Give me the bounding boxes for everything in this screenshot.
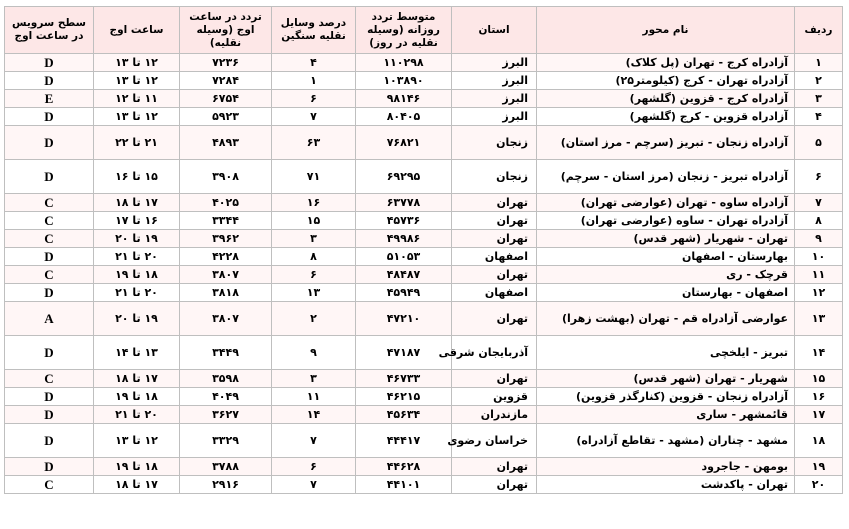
peak-hour-cell: ۱۲ تا ۱۳ bbox=[94, 72, 180, 90]
peak-hour-traffic-cell: ۷۲۳۶ bbox=[180, 54, 272, 72]
peak-hour-cell: ۱۷ تا ۱۸ bbox=[94, 370, 180, 388]
peak-hour-cell: ۲۰ تا ۲۱ bbox=[94, 284, 180, 302]
heavy-vehicle-percent-cell: ۶ bbox=[272, 90, 356, 108]
row-number-cell: ۲۰ bbox=[795, 476, 843, 494]
province-cell: اصفهان bbox=[452, 284, 537, 302]
average-daily-traffic-cell: ۴۷۲۱۰ bbox=[356, 302, 452, 336]
table-row bbox=[5, 108, 843, 126]
peak-hour-cell: ۱۲ تا ۱۳ bbox=[94, 54, 180, 72]
table-body bbox=[5, 54, 843, 494]
heavy-vehicle-percent-cell: ۳ bbox=[272, 230, 356, 248]
row-number-cell: ۱۰ bbox=[795, 248, 843, 266]
peak-hour-traffic-cell: ۲۹۱۶ bbox=[180, 476, 272, 494]
row-number-cell: ۱۹ bbox=[795, 458, 843, 476]
heavy-vehicle-percent-cell: ۱۶ bbox=[272, 194, 356, 212]
route-name-cell: تهران - شهریار (شهر قدس) bbox=[537, 230, 795, 248]
route-name-cell: تبریز - ایلخچی bbox=[537, 336, 795, 370]
peak-hour-traffic-cell: ۳۳۲۹ bbox=[180, 424, 272, 458]
heavy-vehicle-percent-cell: ۶۳ bbox=[272, 126, 356, 160]
heavy-vehicle-percent-cell: ۷ bbox=[272, 424, 356, 458]
province-cell: زنجان bbox=[452, 126, 537, 160]
row-number-cell: ۱۷ bbox=[795, 406, 843, 424]
peak-hour-cell: ۲۰ تا ۲۱ bbox=[94, 406, 180, 424]
row-number-cell: ۹ bbox=[795, 230, 843, 248]
table-row bbox=[5, 406, 843, 424]
peak-hour-traffic-cell: ۶۷۵۴ bbox=[180, 90, 272, 108]
heavy-vehicle-percent-cell: ۷۱ bbox=[272, 160, 356, 194]
peak-hour-traffic-cell: ۴۰۴۹ bbox=[180, 388, 272, 406]
route-name-cell: قرچک - ری bbox=[537, 266, 795, 284]
peak-hour-cell: ۱۲ تا ۱۳ bbox=[94, 424, 180, 458]
average-daily-traffic-cell: ۴۶۲۱۵ bbox=[356, 388, 452, 406]
route-name-cell: اصفهان - بهارستان bbox=[537, 284, 795, 302]
average-daily-traffic-cell: ۵۱۰۵۳ bbox=[356, 248, 452, 266]
average-daily-traffic-cell: ۴۵۹۴۹ bbox=[356, 284, 452, 302]
peak-hour-cell: ۱۷ تا ۱۸ bbox=[94, 194, 180, 212]
province-cell: آذربایجان شرقی bbox=[452, 336, 537, 370]
header-peak-hour: ساعت اوج bbox=[94, 7, 180, 54]
peak-hour-traffic-cell: ۵۹۲۳ bbox=[180, 108, 272, 126]
heavy-vehicle-percent-cell: ۳ bbox=[272, 370, 356, 388]
route-name-cell: آزادراه تهران - ساوه (عوارضی تهران) bbox=[537, 212, 795, 230]
level-of-service-cell: C bbox=[5, 370, 94, 388]
average-daily-traffic-cell: ۹۸۱۴۶ bbox=[356, 90, 452, 108]
table-row bbox=[5, 302, 843, 336]
average-daily-traffic-cell: ۶۳۷۷۸ bbox=[356, 194, 452, 212]
province-cell: تهران bbox=[452, 194, 537, 212]
peak-hour-cell: ۱۳ تا ۱۴ bbox=[94, 336, 180, 370]
header-row-number: ردیف bbox=[795, 7, 843, 54]
level-of-service-cell: C bbox=[5, 230, 94, 248]
average-daily-traffic-cell: ۱۰۳۸۹۰ bbox=[356, 72, 452, 90]
average-daily-traffic-cell: ۴۵۶۳۴ bbox=[356, 406, 452, 424]
peak-hour-cell: ۱۸ تا ۱۹ bbox=[94, 388, 180, 406]
level-of-service-cell: E bbox=[5, 90, 94, 108]
row-number-cell: ۱۶ bbox=[795, 388, 843, 406]
level-of-service-cell: D bbox=[5, 160, 94, 194]
peak-hour-traffic-cell: ۷۲۸۴ bbox=[180, 72, 272, 90]
route-name-cell: آزادراه تهران - کرج (کیلومتر۲۵) bbox=[537, 72, 795, 90]
peak-hour-cell: ۱۸ تا ۱۹ bbox=[94, 266, 180, 284]
average-daily-traffic-cell: ۴۶۷۳۳ bbox=[356, 370, 452, 388]
table-row bbox=[5, 90, 843, 108]
route-name-cell: بهارستان - اصفهان bbox=[537, 248, 795, 266]
peak-hour-cell: ۲۱ تا ۲۲ bbox=[94, 126, 180, 160]
province-cell: مازندران bbox=[452, 406, 537, 424]
heavy-vehicle-percent-cell: ۹ bbox=[272, 336, 356, 370]
header-average-daily-traffic: متوسط تردد روزانه (وسیله نقلیه در روز) bbox=[356, 7, 452, 54]
peak-hour-traffic-cell: ۴۸۹۳ bbox=[180, 126, 272, 160]
route-name-cell: آزادراه تبریز - زنجان (مرز استان - سرچم) bbox=[537, 160, 795, 194]
average-daily-traffic-cell: ۷۶۸۲۱ bbox=[356, 126, 452, 160]
row-number-cell: ۳ bbox=[795, 90, 843, 108]
level-of-service-cell: D bbox=[5, 54, 94, 72]
route-name-cell: آزادراه کرج - قزوین (گلشهر) bbox=[537, 90, 795, 108]
traffic-table-container bbox=[4, 6, 842, 494]
level-of-service-cell: D bbox=[5, 336, 94, 370]
province-cell: تهران bbox=[452, 302, 537, 336]
header-level-of-service: سطح سرویس در ساعت اوج bbox=[5, 7, 94, 54]
table-row bbox=[5, 72, 843, 90]
level-of-service-cell: D bbox=[5, 72, 94, 90]
route-name-cell: شهریار - تهران (شهر قدس) bbox=[537, 370, 795, 388]
level-of-service-cell: D bbox=[5, 284, 94, 302]
average-daily-traffic-cell: ۴۸۴۸۷ bbox=[356, 266, 452, 284]
table-row bbox=[5, 248, 843, 266]
level-of-service-cell: C bbox=[5, 194, 94, 212]
province-cell: البرز bbox=[452, 72, 537, 90]
province-cell: تهران bbox=[452, 458, 537, 476]
table-row bbox=[5, 476, 843, 494]
level-of-service-cell: A bbox=[5, 302, 94, 336]
province-cell: تهران bbox=[452, 370, 537, 388]
route-name-cell: مشهد - چناران (مشهد - تقاطع آزادراه) bbox=[537, 424, 795, 458]
level-of-service-cell: D bbox=[5, 108, 94, 126]
header-peak-hour-traffic: تردد در ساعت اوج (وسیله نقلیه) bbox=[180, 7, 272, 54]
peak-hour-cell: ۱۵ تا ۱۶ bbox=[94, 160, 180, 194]
level-of-service-cell: C bbox=[5, 212, 94, 230]
route-name-cell: تهران - پاکدشت bbox=[537, 476, 795, 494]
level-of-service-cell: C bbox=[5, 476, 94, 494]
level-of-service-cell: D bbox=[5, 424, 94, 458]
header-row bbox=[5, 7, 843, 54]
row-number-cell: ۱۳ bbox=[795, 302, 843, 336]
table-row bbox=[5, 126, 843, 160]
route-name-cell: آزادراه زنجان - قزوین (کنارگذر قزوین) bbox=[537, 388, 795, 406]
table-row bbox=[5, 160, 843, 194]
peak-hour-cell: ۱۱ تا ۱۲ bbox=[94, 90, 180, 108]
average-daily-traffic-cell: ۸۰۴۰۵ bbox=[356, 108, 452, 126]
level-of-service-cell: D bbox=[5, 406, 94, 424]
table-row bbox=[5, 194, 843, 212]
peak-hour-cell: ۱۶ تا ۱۷ bbox=[94, 212, 180, 230]
peak-hour-traffic-cell: ۳۸۰۷ bbox=[180, 302, 272, 336]
province-cell: قزوین bbox=[452, 388, 537, 406]
table-row bbox=[5, 54, 843, 72]
average-daily-traffic-cell: ۴۵۷۳۶ bbox=[356, 212, 452, 230]
heavy-vehicle-percent-cell: ۱۱ bbox=[272, 388, 356, 406]
peak-hour-traffic-cell: ۳۹۰۸ bbox=[180, 160, 272, 194]
peak-hour-cell: ۱۹ تا ۲۰ bbox=[94, 230, 180, 248]
level-of-service-cell: D bbox=[5, 126, 94, 160]
peak-hour-traffic-cell: ۳۹۶۲ bbox=[180, 230, 272, 248]
table-row bbox=[5, 266, 843, 284]
row-number-cell: ۱ bbox=[795, 54, 843, 72]
province-cell: تهران bbox=[452, 230, 537, 248]
average-daily-traffic-cell: ۴۴۶۲۸ bbox=[356, 458, 452, 476]
route-name-cell: آزادراه زنجان - تبریز (سرچم - مرز استان) bbox=[537, 126, 795, 160]
route-name-cell: بومهن - جاجرود bbox=[537, 458, 795, 476]
heavy-vehicle-percent-cell: ۱۴ bbox=[272, 406, 356, 424]
heavy-vehicle-percent-cell: ۱ bbox=[272, 72, 356, 90]
heavy-vehicle-percent-cell: ۲ bbox=[272, 302, 356, 336]
row-number-cell: ۱۱ bbox=[795, 266, 843, 284]
level-of-service-cell: D bbox=[5, 388, 94, 406]
row-number-cell: ۵ bbox=[795, 126, 843, 160]
province-cell: تهران bbox=[452, 212, 537, 230]
table-row bbox=[5, 230, 843, 248]
average-daily-traffic-cell: ۶۹۲۹۵ bbox=[356, 160, 452, 194]
province-cell: تهران bbox=[452, 266, 537, 284]
province-cell: زنجان bbox=[452, 160, 537, 194]
row-number-cell: ۱۴ bbox=[795, 336, 843, 370]
table-row bbox=[5, 212, 843, 230]
average-daily-traffic-cell: ۴۴۴۱۷ bbox=[356, 424, 452, 458]
peak-hour-traffic-cell: ۳۸۱۸ bbox=[180, 284, 272, 302]
route-name-cell: آزادراه کرج - تهران (پل کلاک) bbox=[537, 54, 795, 72]
peak-hour-traffic-cell: ۳۴۴۹ bbox=[180, 336, 272, 370]
peak-hour-traffic-cell: ۳۷۸۸ bbox=[180, 458, 272, 476]
heavy-vehicle-percent-cell: ۸ bbox=[272, 248, 356, 266]
route-name-cell: آزادراه ساوه - تهران (عوارضی تهران) bbox=[537, 194, 795, 212]
row-number-cell: ۲ bbox=[795, 72, 843, 90]
heavy-vehicle-percent-cell: ۱۵ bbox=[272, 212, 356, 230]
peak-hour-traffic-cell: ۳۳۴۴ bbox=[180, 212, 272, 230]
heavy-vehicle-percent-cell: ۶ bbox=[272, 266, 356, 284]
province-cell: اصفهان bbox=[452, 248, 537, 266]
peak-hour-cell: ۱۹ تا ۲۰ bbox=[94, 302, 180, 336]
province-cell: تهران bbox=[452, 476, 537, 494]
average-daily-traffic-cell: ۴۹۹۸۶ bbox=[356, 230, 452, 248]
province-cell: البرز bbox=[452, 54, 537, 72]
traffic-table bbox=[4, 6, 843, 494]
table-row bbox=[5, 388, 843, 406]
table-row bbox=[5, 336, 843, 370]
table-row bbox=[5, 284, 843, 302]
peak-hour-cell: ۱۷ تا ۱۸ bbox=[94, 476, 180, 494]
heavy-vehicle-percent-cell: ۱۳ bbox=[272, 284, 356, 302]
peak-hour-traffic-cell: ۳۵۹۸ bbox=[180, 370, 272, 388]
table-row bbox=[5, 424, 843, 458]
row-number-cell: ۶ bbox=[795, 160, 843, 194]
peak-hour-cell: ۱۸ تا ۱۹ bbox=[94, 458, 180, 476]
row-number-cell: ۱۸ bbox=[795, 424, 843, 458]
peak-hour-cell: ۲۰ تا ۲۱ bbox=[94, 248, 180, 266]
header-route-name: نام محور bbox=[537, 7, 795, 54]
peak-hour-traffic-cell: ۳۶۲۷ bbox=[180, 406, 272, 424]
average-daily-traffic-cell: ۴۴۱۰۱ bbox=[356, 476, 452, 494]
province-cell: خراسان رضوی bbox=[452, 424, 537, 458]
level-of-service-cell: C bbox=[5, 266, 94, 284]
header-heavy-vehicle-percent: درصد وسایل نقلیه سنگین bbox=[272, 7, 356, 54]
average-daily-traffic-cell: ۱۱۰۲۹۸ bbox=[356, 54, 452, 72]
heavy-vehicle-percent-cell: ۷ bbox=[272, 476, 356, 494]
peak-hour-traffic-cell: ۴۰۲۵ bbox=[180, 194, 272, 212]
peak-hour-cell: ۱۲ تا ۱۳ bbox=[94, 108, 180, 126]
average-daily-traffic-cell: ۴۷۱۸۷ bbox=[356, 336, 452, 370]
row-number-cell: ۷ bbox=[795, 194, 843, 212]
province-cell: البرز bbox=[452, 90, 537, 108]
heavy-vehicle-percent-cell: ۴ bbox=[272, 54, 356, 72]
route-name-cell: قائمشهر - ساری bbox=[537, 406, 795, 424]
peak-hour-traffic-cell: ۳۸۰۷ bbox=[180, 266, 272, 284]
level-of-service-cell: D bbox=[5, 458, 94, 476]
row-number-cell: ۱۵ bbox=[795, 370, 843, 388]
table-row bbox=[5, 370, 843, 388]
heavy-vehicle-percent-cell: ۶ bbox=[272, 458, 356, 476]
row-number-cell: ۴ bbox=[795, 108, 843, 126]
level-of-service-cell: D bbox=[5, 248, 94, 266]
route-name-cell: آزادراه قزوین - کرج (گلشهر) bbox=[537, 108, 795, 126]
table-row bbox=[5, 458, 843, 476]
row-number-cell: ۱۲ bbox=[795, 284, 843, 302]
heavy-vehicle-percent-cell: ۷ bbox=[272, 108, 356, 126]
province-cell: البرز bbox=[452, 108, 537, 126]
route-name-cell: عوارضی آزادراه قم - تهران (بهشت زهرا) bbox=[537, 302, 795, 336]
peak-hour-traffic-cell: ۴۲۲۸ bbox=[180, 248, 272, 266]
header-province: استان bbox=[452, 7, 537, 54]
row-number-cell: ۸ bbox=[795, 212, 843, 230]
